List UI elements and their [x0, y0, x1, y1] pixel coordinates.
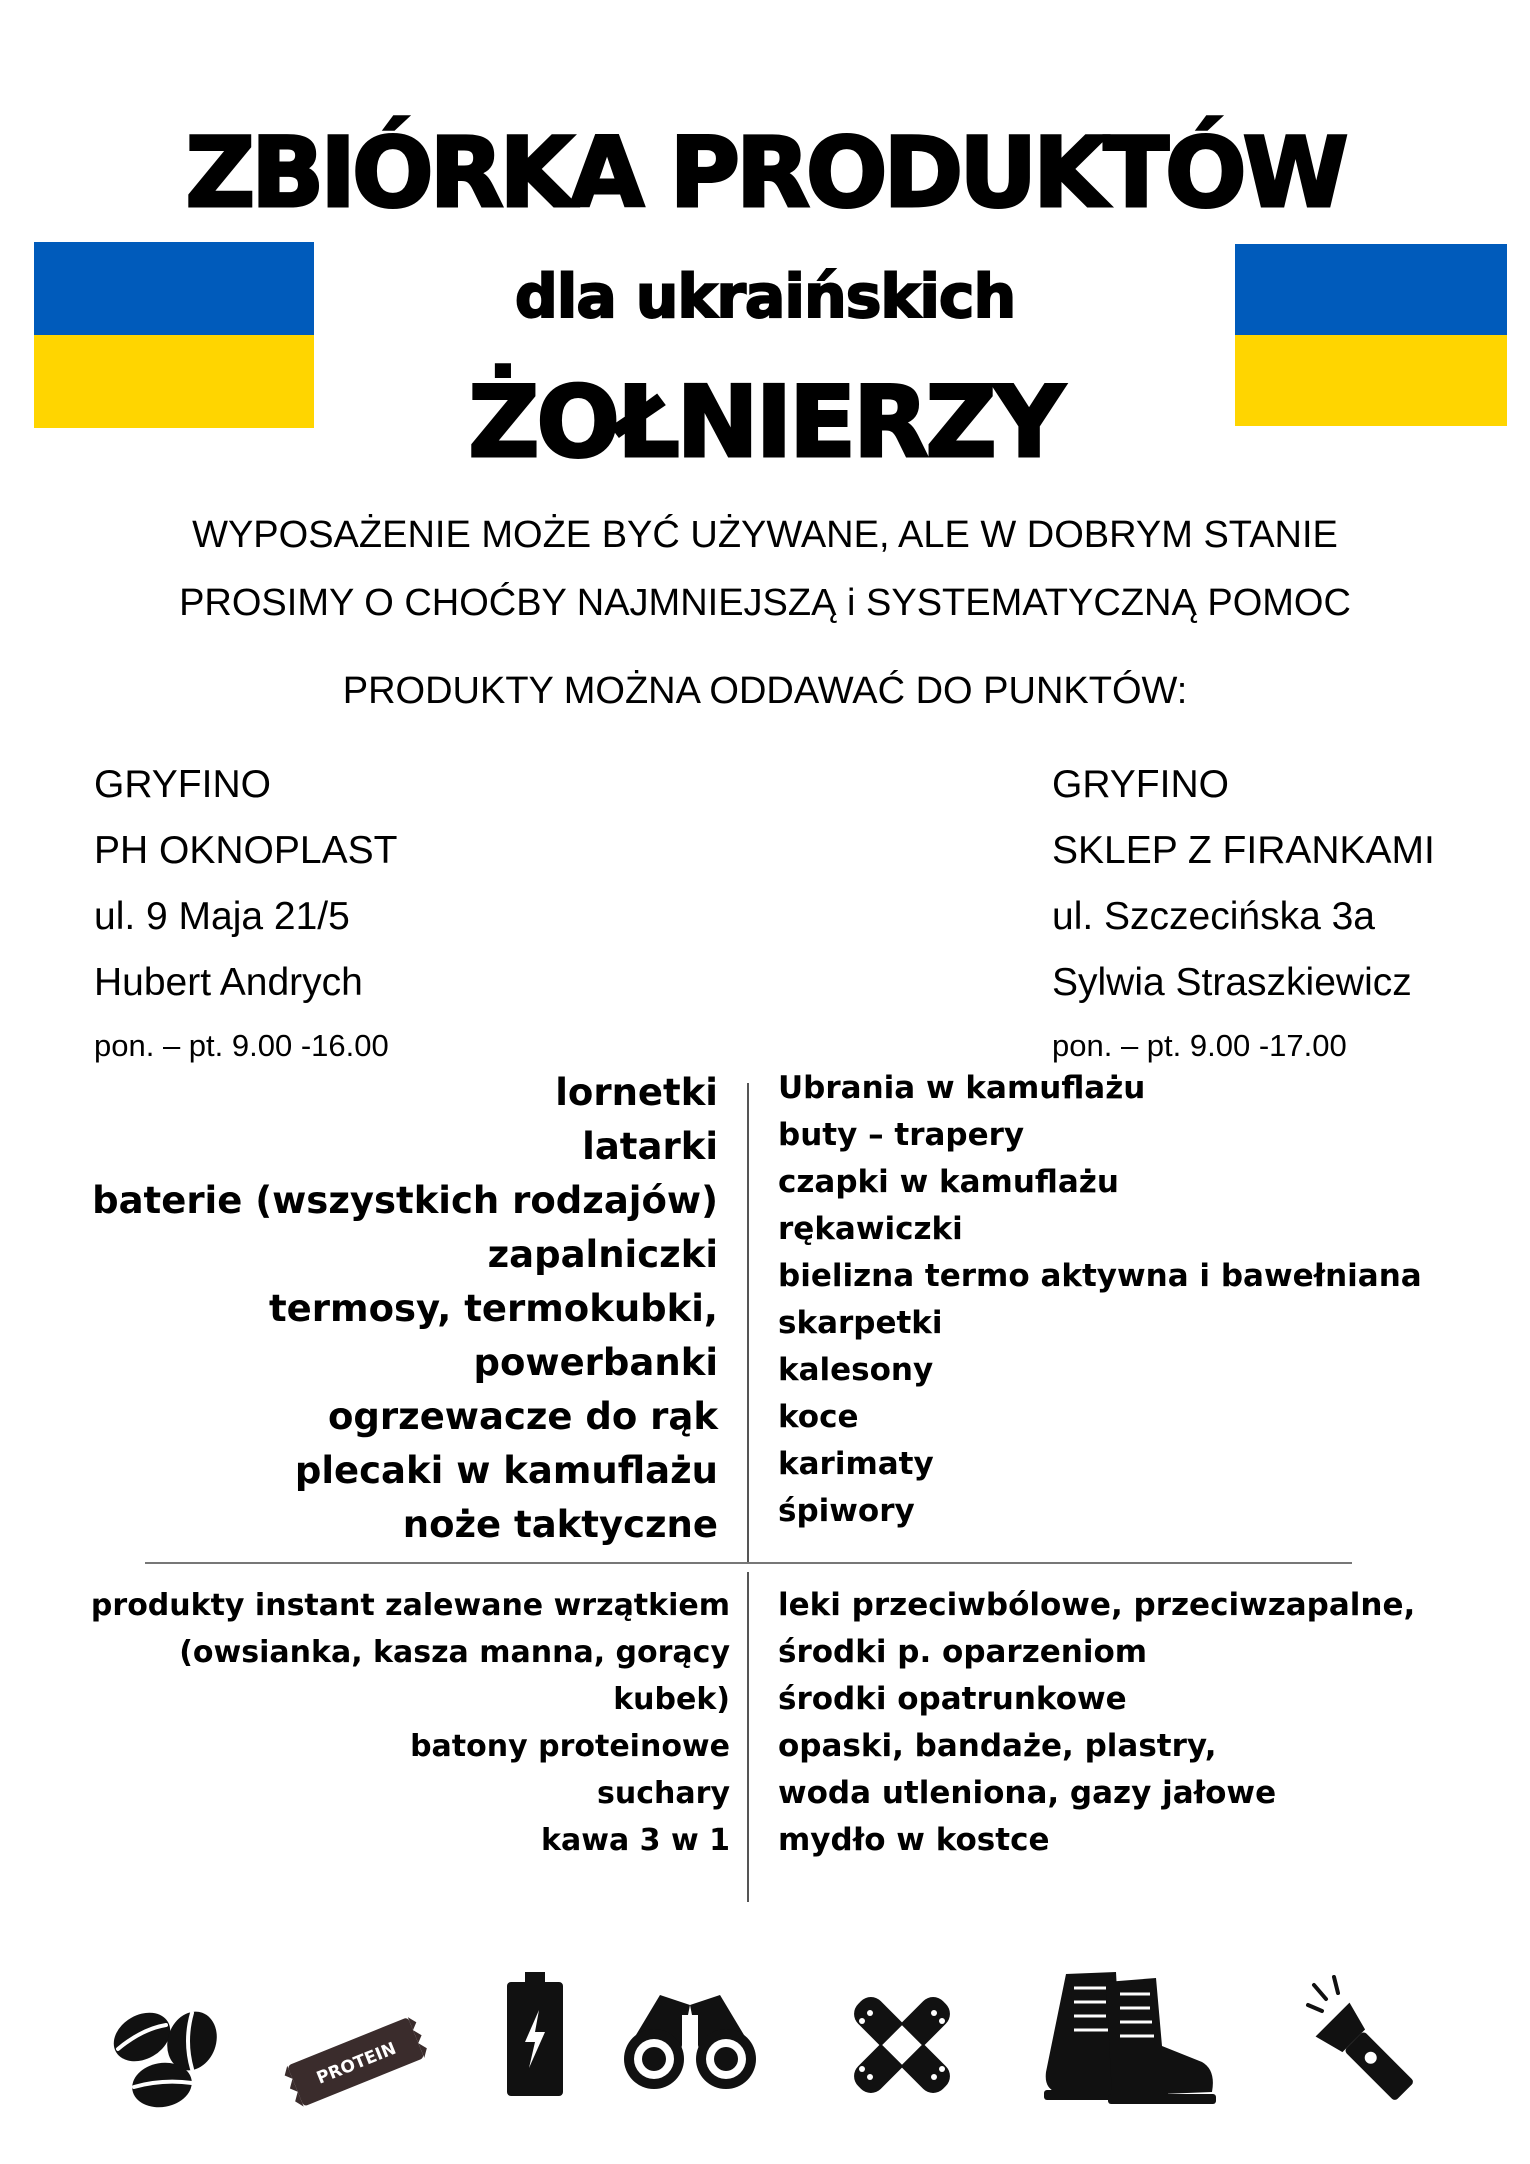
- column-divider-bottom: [747, 1572, 749, 1902]
- list-item: leki przeciwbólowe, przeciwzapalne,: [778, 1587, 1416, 1623]
- list-item: Ubrania w kamuflażu: [778, 1070, 1146, 1106]
- protein-label: PROTEIN: [313, 2038, 400, 2089]
- list-item: powerbanki: [473, 1341, 718, 1384]
- point-contact: Hubert Andrych: [94, 961, 363, 1004]
- info-drop-points: PRODUKTY MOŻNA ODDAWAĆ DO PUNKTÓW:: [342, 670, 1188, 712]
- point-street: ul. 9 Maja 21/5: [94, 895, 350, 938]
- list-item: plecaki w kamuflażu: [294, 1449, 718, 1492]
- list-item: kawa 3 w 1: [541, 1823, 730, 1858]
- list-item: rękawiczki: [778, 1211, 963, 1247]
- point-contact: Sylwia Straszkiewicz: [1052, 961, 1412, 1004]
- list-item: bielizna termo aktywna i bawełniana: [778, 1258, 1422, 1294]
- flashlight-icon: [1298, 1975, 1413, 2115]
- point-city: GRYFINO: [1052, 763, 1229, 806]
- title-line-3: ŻOŁNIERZY: [468, 366, 1062, 480]
- drop-point-left: [94, 762, 397, 1092]
- list-item: czapki w kamuflażu: [778, 1164, 1119, 1200]
- list-item: baterie (wszystkich rodzajów): [92, 1179, 718, 1222]
- list-item: lornetki: [555, 1071, 718, 1114]
- drop-point-right: [1052, 762, 1435, 1092]
- list-item: środki p. oparzeniom: [778, 1634, 1148, 1670]
- coffee-beans-icon: [104, 2005, 222, 2111]
- battery-icon: [505, 1972, 565, 2097]
- protein-bar-icon: [280, 2010, 430, 2110]
- list-item: (owsianka, kasza manna, gorący: [179, 1635, 730, 1670]
- point-city: GRYFINO: [94, 763, 271, 806]
- list-item: produkty instant zalewane wrzątkiem: [90, 1588, 730, 1623]
- list-item: skarpetki: [778, 1305, 943, 1341]
- section-divider: [145, 1562, 1352, 1564]
- column-divider-top: [747, 1083, 749, 1563]
- boots-icon: [1036, 1968, 1226, 2108]
- list-item: mydło w kostce: [778, 1822, 1050, 1858]
- list-item: ogrzewacze do rąk: [328, 1395, 718, 1438]
- list-item: buty – trapery: [778, 1117, 1025, 1153]
- medical-list: [778, 1582, 1415, 1864]
- list-item: zapalniczki: [487, 1233, 718, 1276]
- equipment-list-left: [92, 1066, 718, 1552]
- food-list: [91, 1582, 730, 1864]
- list-item: woda utleniona, gazy jałowe: [778, 1775, 1277, 1811]
- list-item: karimaty: [778, 1446, 934, 1482]
- list-item: koce: [778, 1399, 859, 1435]
- list-item: latarki: [582, 1125, 718, 1168]
- equipment-list-right: [778, 1065, 1422, 1535]
- point-hours: pon. – pt. 9.00 -16.00: [94, 1028, 389, 1063]
- list-item: termosy, termokubki,: [269, 1287, 718, 1330]
- list-item: suchary: [597, 1776, 730, 1811]
- info-help-request: PROSIMY O CHOĆBY NAJMNIEJSZĄ i SYSTEMATYCZNĄ POMOC: [179, 582, 1351, 624]
- point-hours: pon. – pt. 9.00 -17.00: [1052, 1028, 1347, 1063]
- point-street: ul. Szczecińska 3a: [1052, 895, 1375, 938]
- list-item: batony proteinowe: [410, 1729, 730, 1764]
- list-item: noże taktyczne: [402, 1503, 718, 1546]
- binoculars-icon: [620, 1985, 760, 2095]
- list-item: kubek): [613, 1682, 730, 1717]
- title-line-1: ZBIÓRKA PRODUKTÓW: [185, 117, 1345, 229]
- info-used-equipment: WYPOSAŻENIE MOŻE BYĆ UŻYWANE, ALE W DOBRYM STANIE: [192, 514, 1338, 556]
- point-name: PH OKNOPLAST: [94, 829, 398, 872]
- list-item: kalesony: [778, 1352, 934, 1388]
- title-line-2: dla ukraińskich: [514, 262, 1016, 332]
- list-item: środki opatrunkowe: [778, 1681, 1127, 1717]
- list-item: śpiwory: [778, 1493, 915, 1529]
- point-name: SKLEP Z FIRANKAMI: [1052, 829, 1435, 872]
- bandage-icon: [842, 1985, 962, 2105]
- list-item: opaski, bandaże, plastry,: [778, 1728, 1217, 1764]
